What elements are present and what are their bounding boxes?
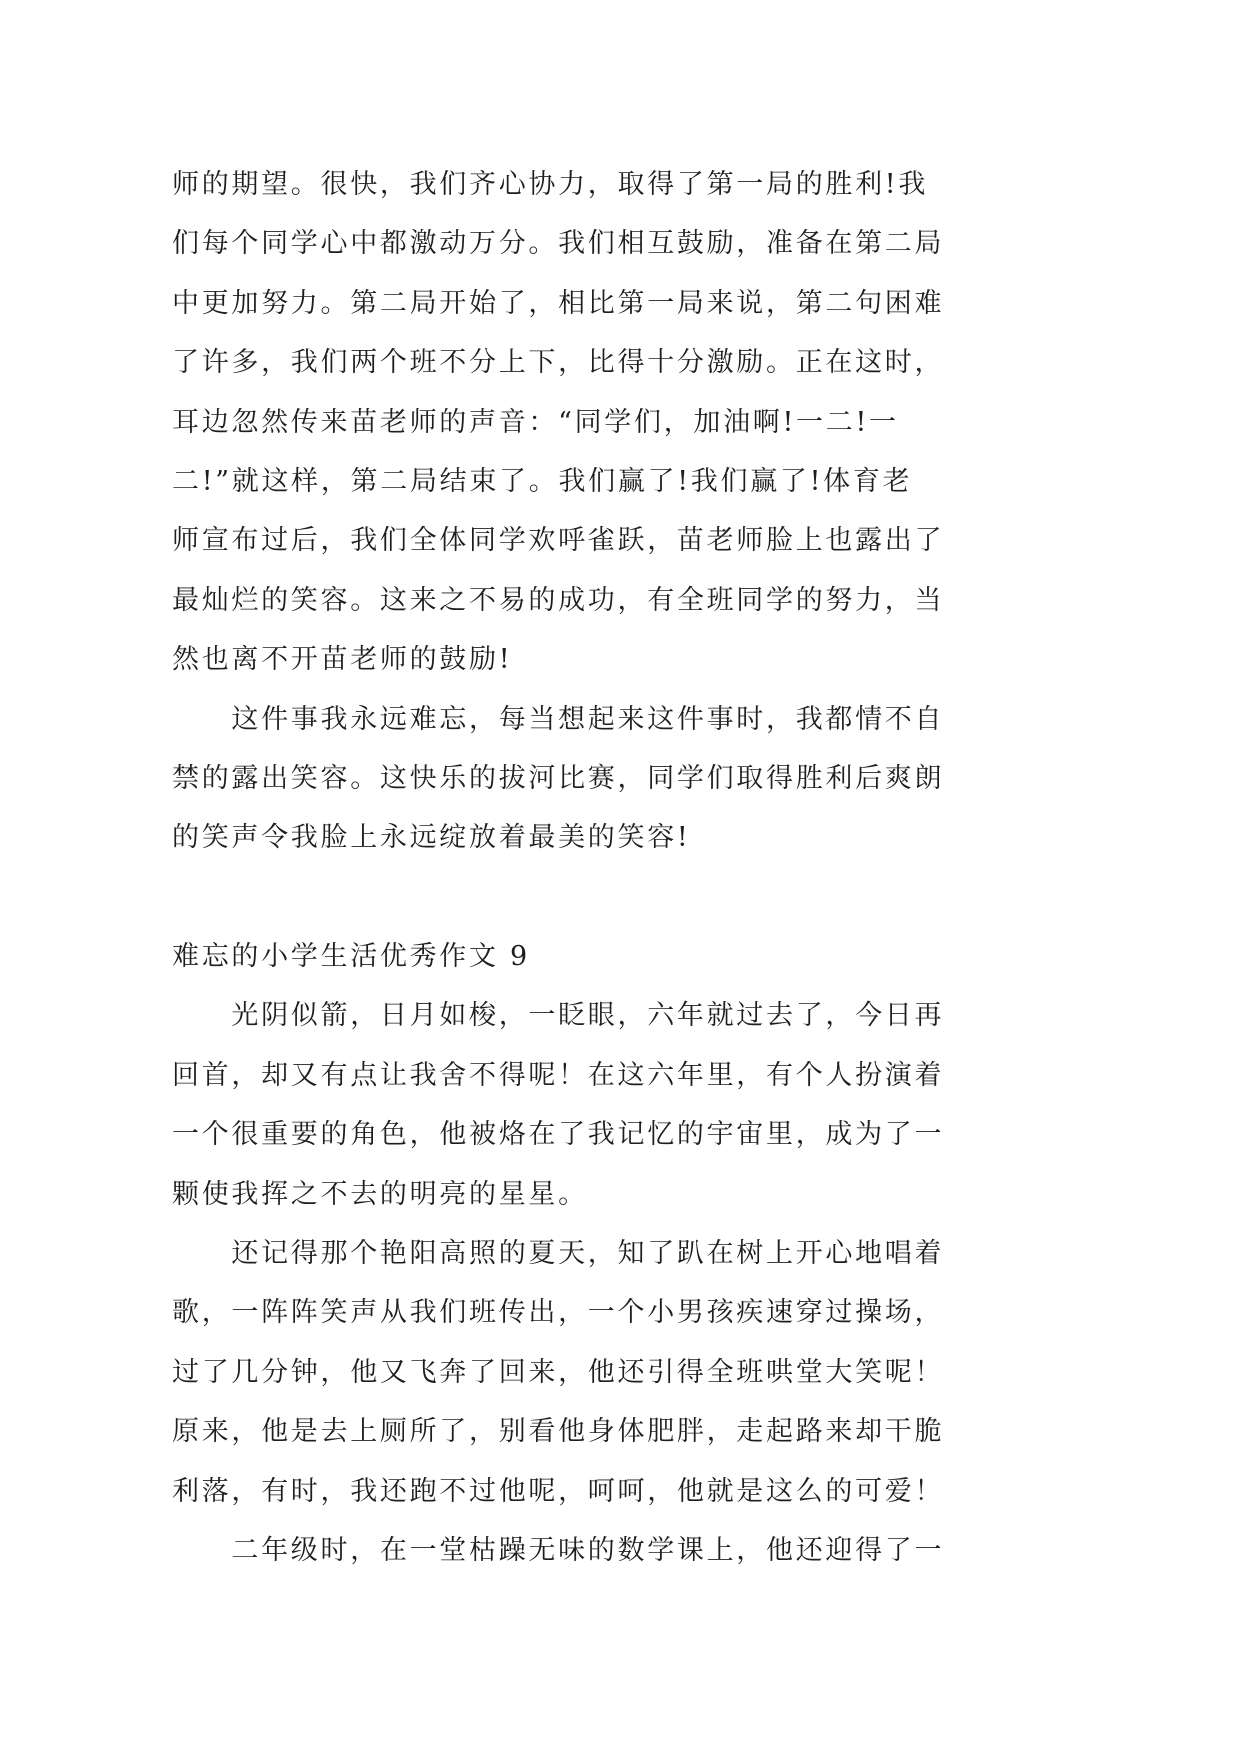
text-line: 耳边忽然传来苗老师的声音：“同学们，加油啊!一二!一 [172, 406, 899, 438]
previous-essay [172, 155, 1132, 868]
text-line: 颗使我挥之不去的明亮的星星。 [172, 1178, 588, 1210]
text-line: 中更加努力。第二局开始了，相比第一局来说，第二句困难 [172, 287, 945, 319]
text-line: 原来，他是去上厕所了，别看他身体肥胖，走起路来却干脆 [172, 1416, 945, 1448]
text-line: 们每个同学心中都激动万分。我们相互鼓励，准备在第二局 [172, 228, 945, 260]
text-line: 过了几分钟，他又飞奔了回来，他还引得全班哄堂大笑呢！ [172, 1356, 945, 1388]
text-line: 二年级时，在一堂枯躁无味的数学课上，他还迎得了一 [231, 1534, 945, 1566]
paragraph [172, 986, 1132, 1224]
paragraph [172, 1224, 1132, 1521]
text-line: 歌，一阵阵笑声从我们班传出，一个小男孩疾速穿过操场， [172, 1297, 945, 1329]
paragraph [172, 690, 1132, 868]
essay-section [172, 927, 1132, 1580]
text-line: 光阴似箭，日月如梭，一眨眼，六年就过去了，今日再 [231, 1000, 945, 1032]
section-heading: 难忘的小学生活优秀作文 9 [172, 941, 530, 973]
text-line: 还记得那个艳阳高照的夏天，知了趴在树上开心地唱着 [231, 1238, 945, 1270]
text-line: 回首，却又有点让我舍不得呢！在这六年里，有个人扮演着 [172, 1059, 945, 1091]
text-line: 了许多，我们两个班不分上下，比得十分激励。正在这时， [172, 347, 945, 379]
text-line: 二!”就这样，第二局结束了。我们赢了!我们赢了!体育老 [172, 465, 913, 497]
text-line: 禁的露出笑容。这快乐的拔河比赛，同学们取得胜利后爽朗 [172, 762, 945, 794]
text-line: 利落，有时，我还跑不过他呢，呵呵，他就是这么的可爱！ [172, 1475, 945, 1507]
text-line: 一个很重要的角色，他被烙在了我记忆的宇宙里，成为了一 [172, 1119, 945, 1151]
text-line: 然也离不开苗老师的鼓励! [172, 644, 513, 676]
text-line: 这件事我永远难忘，每当想起来这件事时，我都情不自 [231, 703, 945, 735]
text-line: 师宣布过后，我们全体同学欢呼雀跃，苗老师脸上也露出了 [172, 525, 945, 557]
text-line: 的笑声令我脸上永远绽放着最美的笑容! [172, 822, 691, 854]
text-line: 最灿烂的笑容。这来之不易的成功，有全班同学的努力，当 [172, 584, 945, 616]
paragraph [172, 1521, 1132, 1580]
paragraph [172, 155, 1132, 690]
blank-line [172, 868, 1132, 927]
text-line: 师的期望。很快，我们齐心协力，取得了第一局的胜利!我 [172, 169, 929, 200]
document-page [172, 155, 1132, 1580]
